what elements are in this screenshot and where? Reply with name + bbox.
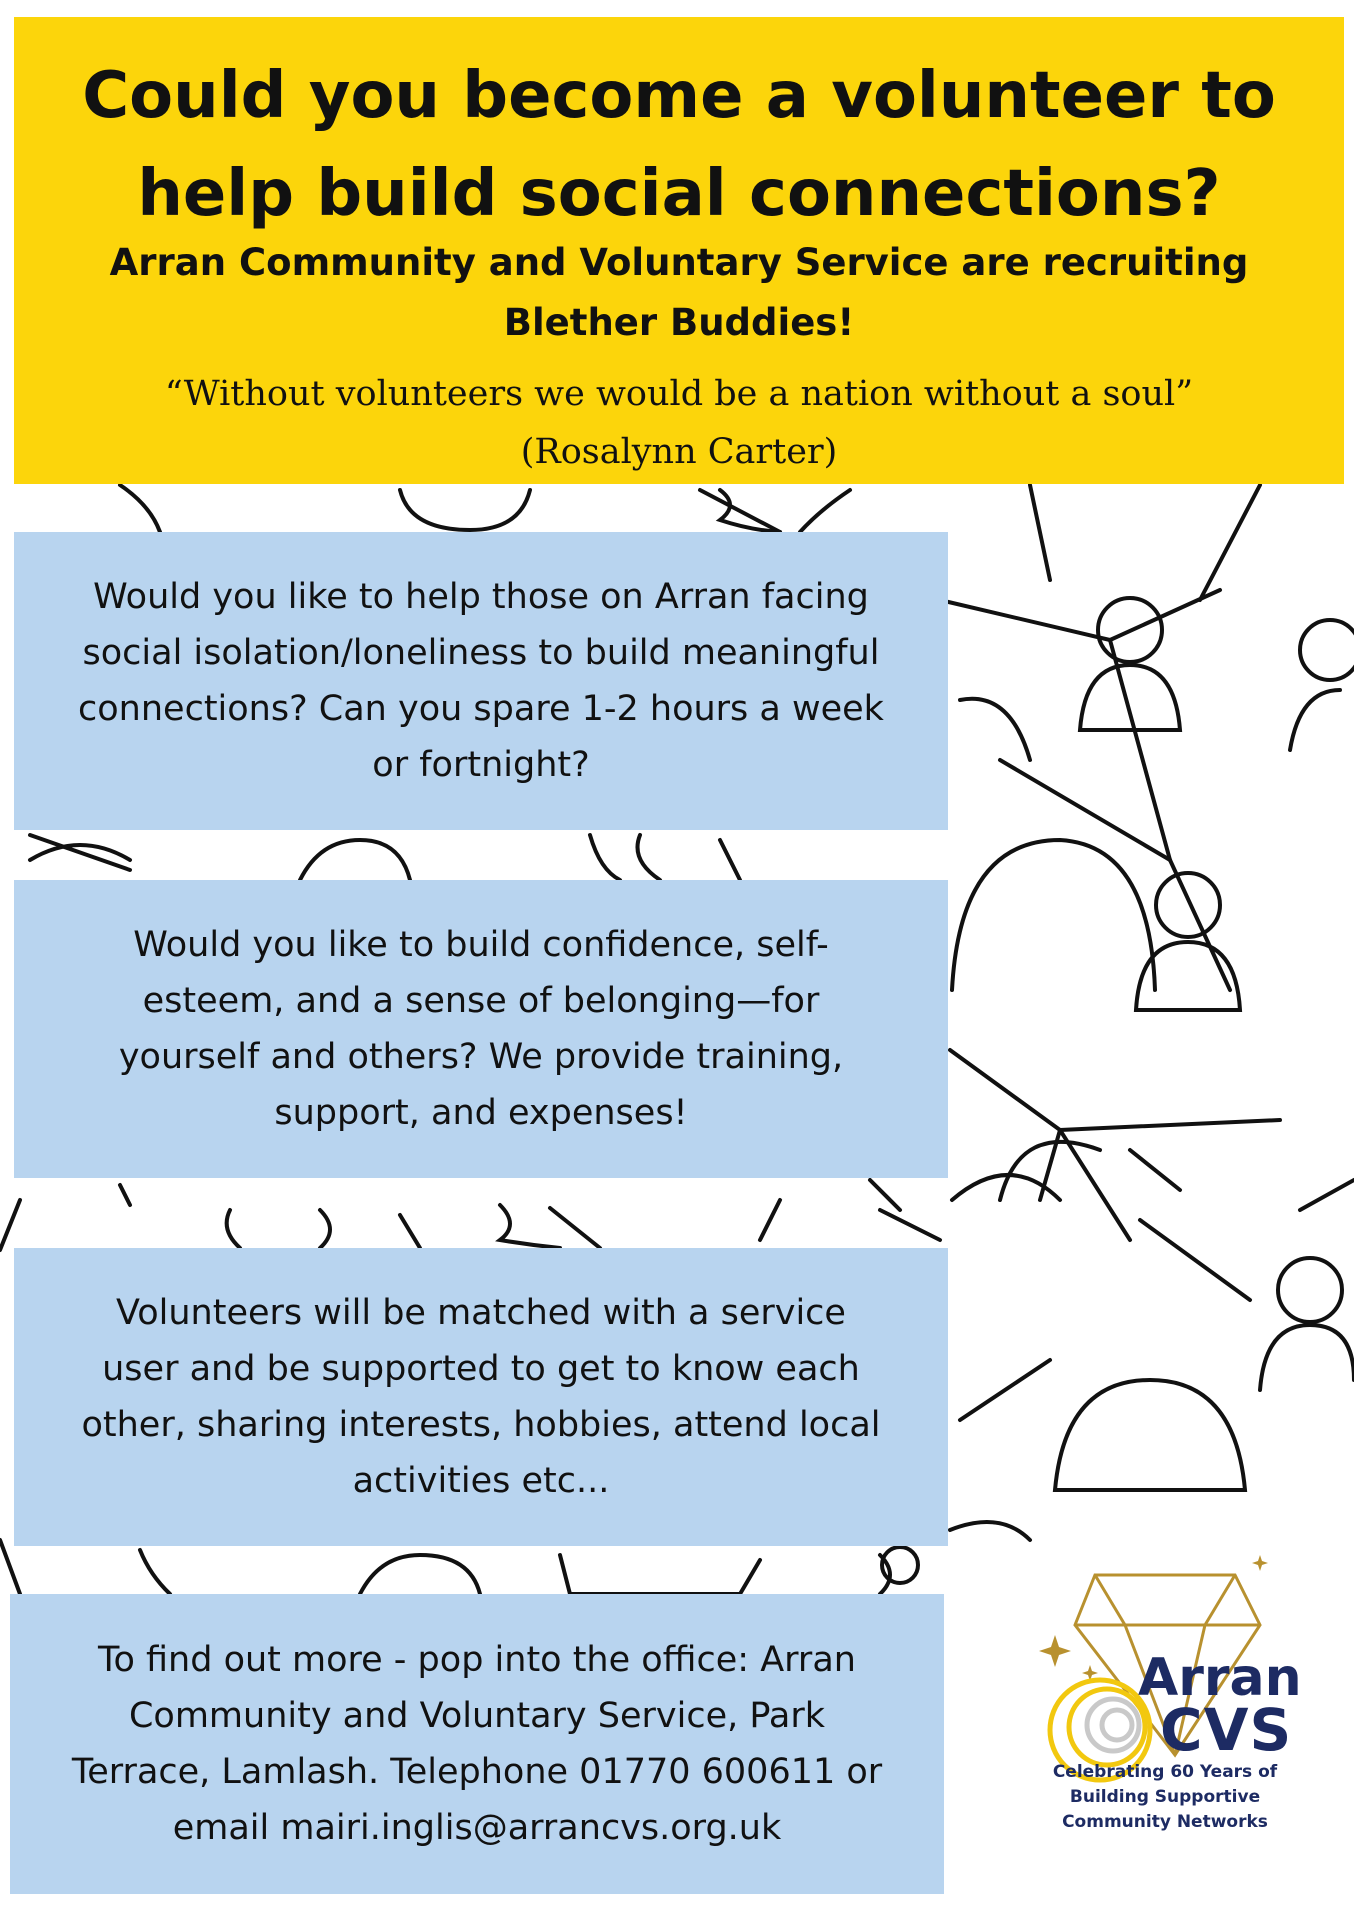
logo-tagline [1000, 1760, 1330, 1835]
header-banner [14, 17, 1344, 484]
text-line: To find out more - pop into the office: Arran [98, 1640, 856, 1680]
text-line: Volunteers will be matched with a service [116, 1293, 846, 1333]
info-box-text [78, 569, 884, 793]
tagline-line: Community Networks [1062, 1812, 1268, 1832]
info-box-matching [14, 1248, 948, 1546]
info-box-text [119, 917, 843, 1141]
logo-name-arran: Arran [1138, 1648, 1302, 1708]
email-link[interactable]: email mairi.inglis@arrancvs.org.uk [172, 1808, 782, 1848]
quote-text: “Without volunteers we would be a nation without a soul” [164, 374, 1194, 414]
quote-attribution: (Rosalynn Carter) [520, 432, 838, 472]
info-box-contact [10, 1594, 944, 1894]
logo-name-cvs: CVS [1160, 1696, 1293, 1764]
subtitle [14, 233, 1344, 353]
text-line: or fortnight? [372, 745, 590, 785]
info-box-text [72, 1632, 882, 1856]
text-line: other, sharing interests, hobbies, attend local [81, 1405, 881, 1445]
info-box-confidence [14, 880, 948, 1178]
text-line: social isolation/loneliness to build meaningful [82, 633, 880, 673]
title-line: Could you become a volunteer to [82, 59, 1276, 133]
subtitle-line: Arran Community and Voluntary Service are recruiting [109, 241, 1249, 284]
text-line: yourself and others? We provide training, [118, 1037, 844, 1077]
tagline-line: Celebrating 60 Years of [1052, 1762, 1278, 1782]
text-line: Community and Voluntary Service, Park [128, 1696, 826, 1736]
phone-line: Terrace, Lamlash. Telephone 01770 600611 or [71, 1752, 883, 1792]
info-box-isolation [14, 532, 948, 830]
tagline-line: Building Supportive [1069, 1787, 1261, 1807]
text-line: activities etc... [352, 1461, 610, 1501]
text-line: connections? Can you spare 1-2 hours a week [78, 689, 884, 729]
text-line: Would you like to help those on Arran facing [93, 577, 869, 617]
quote [14, 365, 1344, 481]
text-line: user and be supported to get to know each [102, 1349, 860, 1389]
title-line: help build social connections? [137, 157, 1221, 231]
page-title [14, 47, 1344, 243]
text-line: support, and expenses! [274, 1093, 688, 1133]
info-box-text [81, 1285, 880, 1509]
subtitle-line: Blether Buddies! [503, 301, 855, 344]
text-line: Would you like to build confidence, self- [133, 925, 829, 965]
text-line: esteem, and a sense of belonging—for [142, 981, 820, 1021]
